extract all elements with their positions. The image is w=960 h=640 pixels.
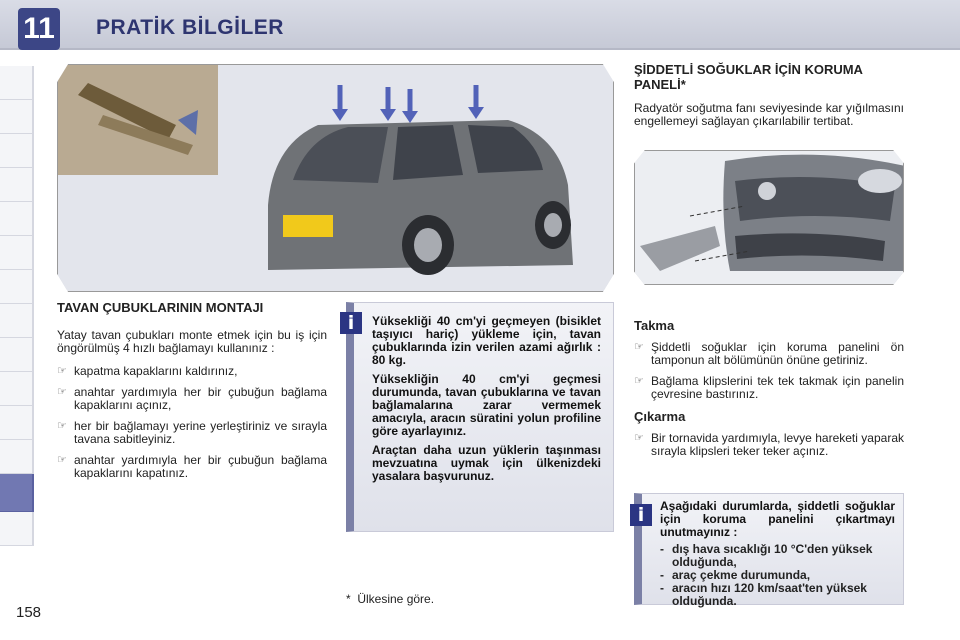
- list-item: - dış hava sıcaklığı 10 °C'den yüksek olduğunda,: [660, 543, 895, 569]
- bumper-illustration-svg: [635, 151, 904, 285]
- info-text: Aşağıdaki durumlarda, şiddetli soğuklar için koruma panelini çıkartmayı unutmayınız :: [660, 499, 895, 539]
- chapter-tab[interactable]: [0, 440, 34, 474]
- list-item: ☞ her bir bağlamayı yerine yerleştiriniz ve sırayla tavana sabitleyiniz.: [57, 420, 327, 446]
- info-box-roof-load: [346, 302, 614, 532]
- chapter-tab[interactable]: [0, 512, 34, 546]
- list-item: ☞ anahtar yardımıyla her bir çubuğun bağlama kapaklarını açınız,: [57, 386, 327, 412]
- info-box-cold-panel: [634, 493, 904, 608]
- chapter-tab[interactable]: [0, 100, 34, 134]
- chapter-tab-active[interactable]: [0, 474, 34, 512]
- car-illustration-svg: [58, 65, 614, 292]
- info-text: Araçtan daha uzun yüklerin taşınması mevzuatına uymak için ülkenizdeki yasalara başvurunuz.: [372, 443, 601, 483]
- info-text: Yüksekliği 40 cm'yi geçmeyen (bisiklet taşıyıcı hariç) yükleme için, tavan çubuklarında izin verilen azami ağırlık : 80 kg.: [372, 314, 601, 367]
- chapter-tab[interactable]: [0, 202, 34, 236]
- roof-bars-car-illustration: [57, 64, 614, 292]
- page-header: [0, 0, 960, 50]
- list-item: ☞ kapatma kapaklarını kaldırınız,: [57, 365, 327, 378]
- subsection-heading-takma: Takma: [634, 318, 675, 333]
- chapter-tabs: [0, 66, 34, 580]
- list-item: ☞ Bağlama klipslerini tek tek takmak için panelin çevresine bastırınız.: [634, 375, 904, 401]
- info-icon: i: [630, 504, 652, 526]
- list-item: ☞ anahtar yardımıyla her bir çubuğun bağlama kapaklarını kapatınız.: [57, 454, 327, 480]
- chapter-number: 11: [18, 8, 60, 50]
- chapter-tab[interactable]: [0, 270, 34, 304]
- chapter-tab[interactable]: [0, 134, 34, 168]
- info-icon: i: [340, 312, 362, 334]
- cikarma-list: [634, 432, 904, 458]
- instruction-list: [57, 365, 327, 480]
- page-title: PRATİK BİLGİLER: [96, 16, 284, 39]
- chapter-tab[interactable]: [0, 168, 34, 202]
- chapter-tab[interactable]: [0, 406, 34, 440]
- cold-panel-instructions: [634, 318, 904, 466]
- list-item: - aracın hızı 120 km/saat'ten yüksek olduğunda.: [660, 582, 895, 608]
- subsection-heading-cikarma: Çıkarma: [634, 409, 686, 424]
- condition-list: [660, 543, 895, 608]
- section-intro: Radyatör soğutma fanı seviyesinde kar yığılmasını engellemeyi sağlayan çıkarılabilir tertibat.: [634, 101, 904, 128]
- section-intro: Yatay tavan çubukları monte etmek için bu iş için öngörülmüş 4 hızlı bağlamayı kullanınız :: [57, 328, 327, 355]
- chapter-tab[interactable]: [0, 304, 34, 338]
- roof-bars-section: [57, 300, 327, 488]
- footnote: * Ülkesine göre.: [346, 592, 435, 606]
- cold-panel-illustration: [634, 150, 904, 285]
- list-item: ☞ Şiddetli soğuklar için koruma panelini ön tamponun alt bölümünün önüne getiriniz.: [634, 341, 904, 367]
- info-text: Yüksekliğin 40 cm'yi geçmesi durumunda, tavan çubuklarına ve tavan bağlamalarına zarar vermemek amacıyla, aracın süratini yolun profiline göre ayarlayınız.: [372, 372, 601, 438]
- list-item: ☞ Bir tornavida yardımıyla, levye hareketi yaparak sırayla klipsleri teker teker açınız.: [634, 432, 904, 458]
- cold-panel-section: [634, 62, 904, 128]
- page-number: 158: [16, 604, 42, 621]
- chapter-tab[interactable]: [0, 236, 34, 270]
- section-heading: ŞİDDETLİ SOĞUKLAR İÇİN KORUMA PANELİ*: [634, 62, 863, 92]
- chapter-tab[interactable]: [0, 66, 34, 100]
- takma-list: [634, 341, 904, 401]
- section-heading: TAVAN ÇUBUKLARININ MONTAJI: [57, 300, 264, 315]
- chapter-tab[interactable]: [0, 372, 34, 406]
- chapter-tab[interactable]: [0, 338, 34, 372]
- list-item: - araç çekme durumunda,: [660, 569, 895, 582]
